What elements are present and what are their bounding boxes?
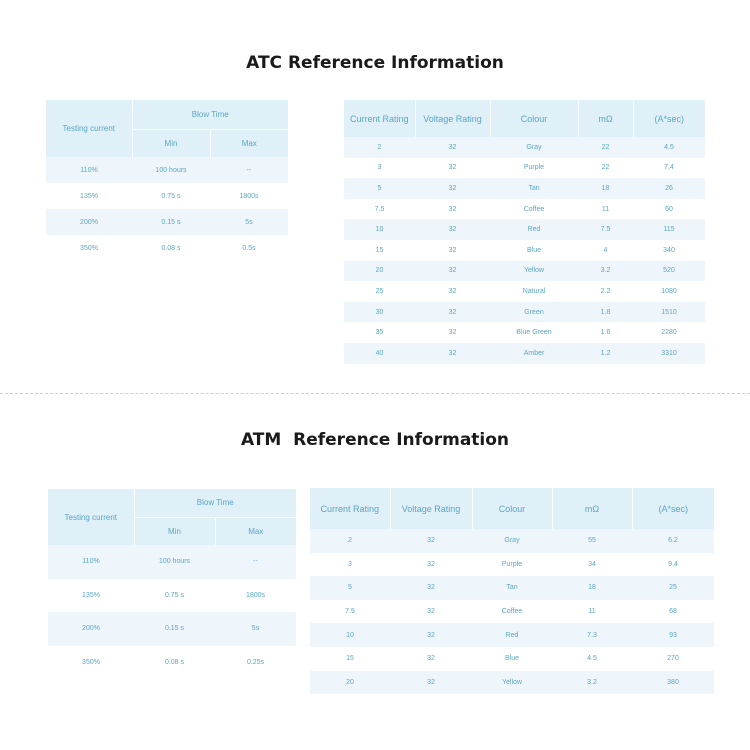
current-rating-cell: 2 [344,137,415,158]
voltage-rating-cell: 32 [390,553,472,577]
table-row [310,647,714,671]
testing-current-cell: 350% [48,646,134,680]
voltage-rating-cell: 32 [415,281,490,302]
current-rating-cell: 35 [344,322,415,343]
max-time-cell: 0.25s [215,646,296,680]
voltage-rating-cell: 32 [390,529,472,553]
resistance-cell: 1.8 [578,302,633,323]
colour-cell: Tan [472,576,552,600]
table-row [344,158,705,179]
table-row [344,261,705,282]
testing-current-cell: 110% [46,157,132,183]
table-row [344,240,705,261]
i2t-cell: 3310 [633,343,705,364]
i2t-cell: 68 [632,600,714,624]
max-time-cell: 5s [210,209,288,235]
i2t-cell: 93 [632,623,714,647]
min-time-cell: 0.08 s [132,235,210,261]
i2t-cell: 4.5 [633,137,705,158]
min-time-cell: 0.08 s [134,646,215,680]
min-time-cell: 0.75 s [132,183,210,209]
i2t-cell: 6.2 [632,529,714,553]
table-row [310,553,714,577]
voltage-rating-cell: 32 [415,302,490,323]
colour-cell: Blue [490,240,578,261]
table-row [344,199,705,220]
colour-cell: Purple [490,158,578,179]
voltage-rating-cell: 32 [415,322,490,343]
column-header: Colour [490,100,578,137]
table-row [344,178,705,199]
resistance-cell: 7.5 [578,219,633,240]
i2t-cell: 340 [633,240,705,261]
table-row [344,137,705,158]
current-rating-cell: 15 [310,647,390,671]
table-row [344,302,705,323]
table-row [46,235,288,261]
i2t-cell: 1080 [633,281,705,302]
min-time-cell: 0.75 s [134,579,215,613]
table-row [46,209,288,235]
current-rating-cell: 20 [310,671,390,695]
resistance-cell: 4.5 [552,647,632,671]
i2t-cell: 115 [633,219,705,240]
column-header: (A*sec) [632,488,714,529]
voltage-rating-cell: 32 [415,158,490,179]
voltage-rating-cell: 32 [390,576,472,600]
current-rating-cell: 40 [344,343,415,364]
blow-time-header: Blow Time [134,489,296,517]
testing-current-header: Testing current [46,100,132,157]
i2t-cell: 25 [632,576,714,600]
resistance-cell: 1.2 [578,343,633,364]
testing-current-cell: 200% [46,209,132,235]
table-row [310,671,714,695]
resistance-cell: 18 [552,576,632,600]
testing-current-header: Testing current [48,489,134,545]
i2t-cell: 26 [633,178,705,199]
i2t-cell: 2280 [633,322,705,343]
column-header: Voltage Rating [390,488,472,529]
i2t-cell: 270 [632,647,714,671]
testing-current-cell: 110% [48,545,134,579]
resistance-cell: 3.2 [552,671,632,695]
atm-blow-time-table [48,489,296,679]
atc-blow-time-table [46,100,288,261]
max-header: Max [210,129,288,157]
testing-current-cell: 135% [46,183,132,209]
current-rating-cell: 5 [310,576,390,600]
current-rating-cell: 10 [344,219,415,240]
column-header: (A*sec) [633,100,705,137]
voltage-rating-cell: 32 [415,199,490,220]
atc-reference-table [344,100,705,364]
voltage-rating-cell: 32 [390,671,472,695]
column-header: Voltage Rating [415,100,490,137]
column-header: mΩ [552,488,632,529]
max-time-cell: 1800s [215,579,296,613]
table-row [48,579,296,613]
table-row [344,343,705,364]
colour-cell: Red [472,623,552,647]
current-rating-cell: 3 [310,553,390,577]
resistance-cell: 7.3 [552,623,632,647]
resistance-cell: 11 [552,600,632,624]
colour-cell: Blue Green [490,322,578,343]
current-rating-cell: 7.5 [344,199,415,220]
current-rating-cell: 3 [344,158,415,179]
table-row [310,623,714,647]
column-header: mΩ [578,100,633,137]
resistance-cell: 22 [578,137,633,158]
resistance-cell: 1.6 [578,322,633,343]
colour-cell: Red [490,219,578,240]
table-row [310,576,714,600]
table-row [48,646,296,680]
i2t-cell: 1510 [633,302,705,323]
resistance-cell: 3.2 [578,261,633,282]
max-time-cell: 0.5s [210,235,288,261]
colour-cell: Coffee [472,600,552,624]
current-rating-cell: 5 [344,178,415,199]
table-row [344,322,705,343]
table-row [48,612,296,646]
min-header: Min [132,129,210,157]
atm-title: ATM Reference Information [240,430,510,450]
voltage-rating-cell: 32 [415,178,490,199]
table-row [46,183,288,209]
atm-reference-table [310,488,714,694]
min-time-cell: 0.15 s [132,209,210,235]
voltage-rating-cell: 32 [415,219,490,240]
colour-cell: Yellow [472,671,552,695]
colour-cell: Natural [490,281,578,302]
voltage-rating-cell: 32 [415,261,490,282]
resistance-cell: 34 [552,553,632,577]
current-rating-cell: 20 [344,261,415,282]
max-time-cell: 1800s [210,183,288,209]
table-row [46,157,288,183]
min-time-cell: 100 hours [132,157,210,183]
colour-cell: Gray [490,137,578,158]
column-header: Colour [472,488,552,529]
colour-cell: Green [490,302,578,323]
current-rating-cell: 10 [310,623,390,647]
resistance-cell: 55 [552,529,632,553]
colour-cell: Purple [472,553,552,577]
max-time-cell: 5s [215,612,296,646]
min-time-cell: 0.15 s [134,612,215,646]
max-time-cell: -- [210,157,288,183]
min-header: Min [134,517,215,545]
resistance-cell: 11 [578,199,633,220]
i2t-cell: 60 [633,199,705,220]
column-header: Current Rating [344,100,415,137]
section-divider [0,393,750,394]
table-row [310,600,714,624]
current-rating-cell: 30 [344,302,415,323]
current-rating-cell: 2 [310,529,390,553]
voltage-rating-cell: 32 [415,137,490,158]
table-row [344,219,705,240]
i2t-cell: 7.4 [633,158,705,179]
colour-cell: Coffee [490,199,578,220]
colour-cell: Tan [490,178,578,199]
resistance-cell: 18 [578,178,633,199]
blow-time-header: Blow Time [132,100,288,129]
current-rating-cell: 25 [344,281,415,302]
max-header: Max [215,517,296,545]
colour-cell: Amber [490,343,578,364]
min-time-cell: 100 hours [134,545,215,579]
testing-current-cell: 200% [48,612,134,646]
voltage-rating-cell: 32 [415,240,490,261]
table-row [344,281,705,302]
i2t-cell: 9.4 [632,553,714,577]
current-rating-cell: 15 [344,240,415,261]
max-time-cell: -- [215,545,296,579]
colour-cell: Blue [472,647,552,671]
voltage-rating-cell: 32 [415,343,490,364]
column-header: Current Rating [310,488,390,529]
i2t-cell: 380 [632,671,714,695]
testing-current-cell: 350% [46,235,132,261]
i2t-cell: 520 [633,261,705,282]
colour-cell: Gray [472,529,552,553]
current-rating-cell: 7.5 [310,600,390,624]
table-row [310,529,714,553]
resistance-cell: 22 [578,158,633,179]
resistance-cell: 2.2 [578,281,633,302]
voltage-rating-cell: 32 [390,600,472,624]
table-row [48,545,296,579]
voltage-rating-cell: 32 [390,623,472,647]
resistance-cell: 4 [578,240,633,261]
colour-cell: Yellow [490,261,578,282]
atc-title: ATC Reference Information [246,53,504,73]
voltage-rating-cell: 32 [390,647,472,671]
testing-current-cell: 135% [48,579,134,613]
